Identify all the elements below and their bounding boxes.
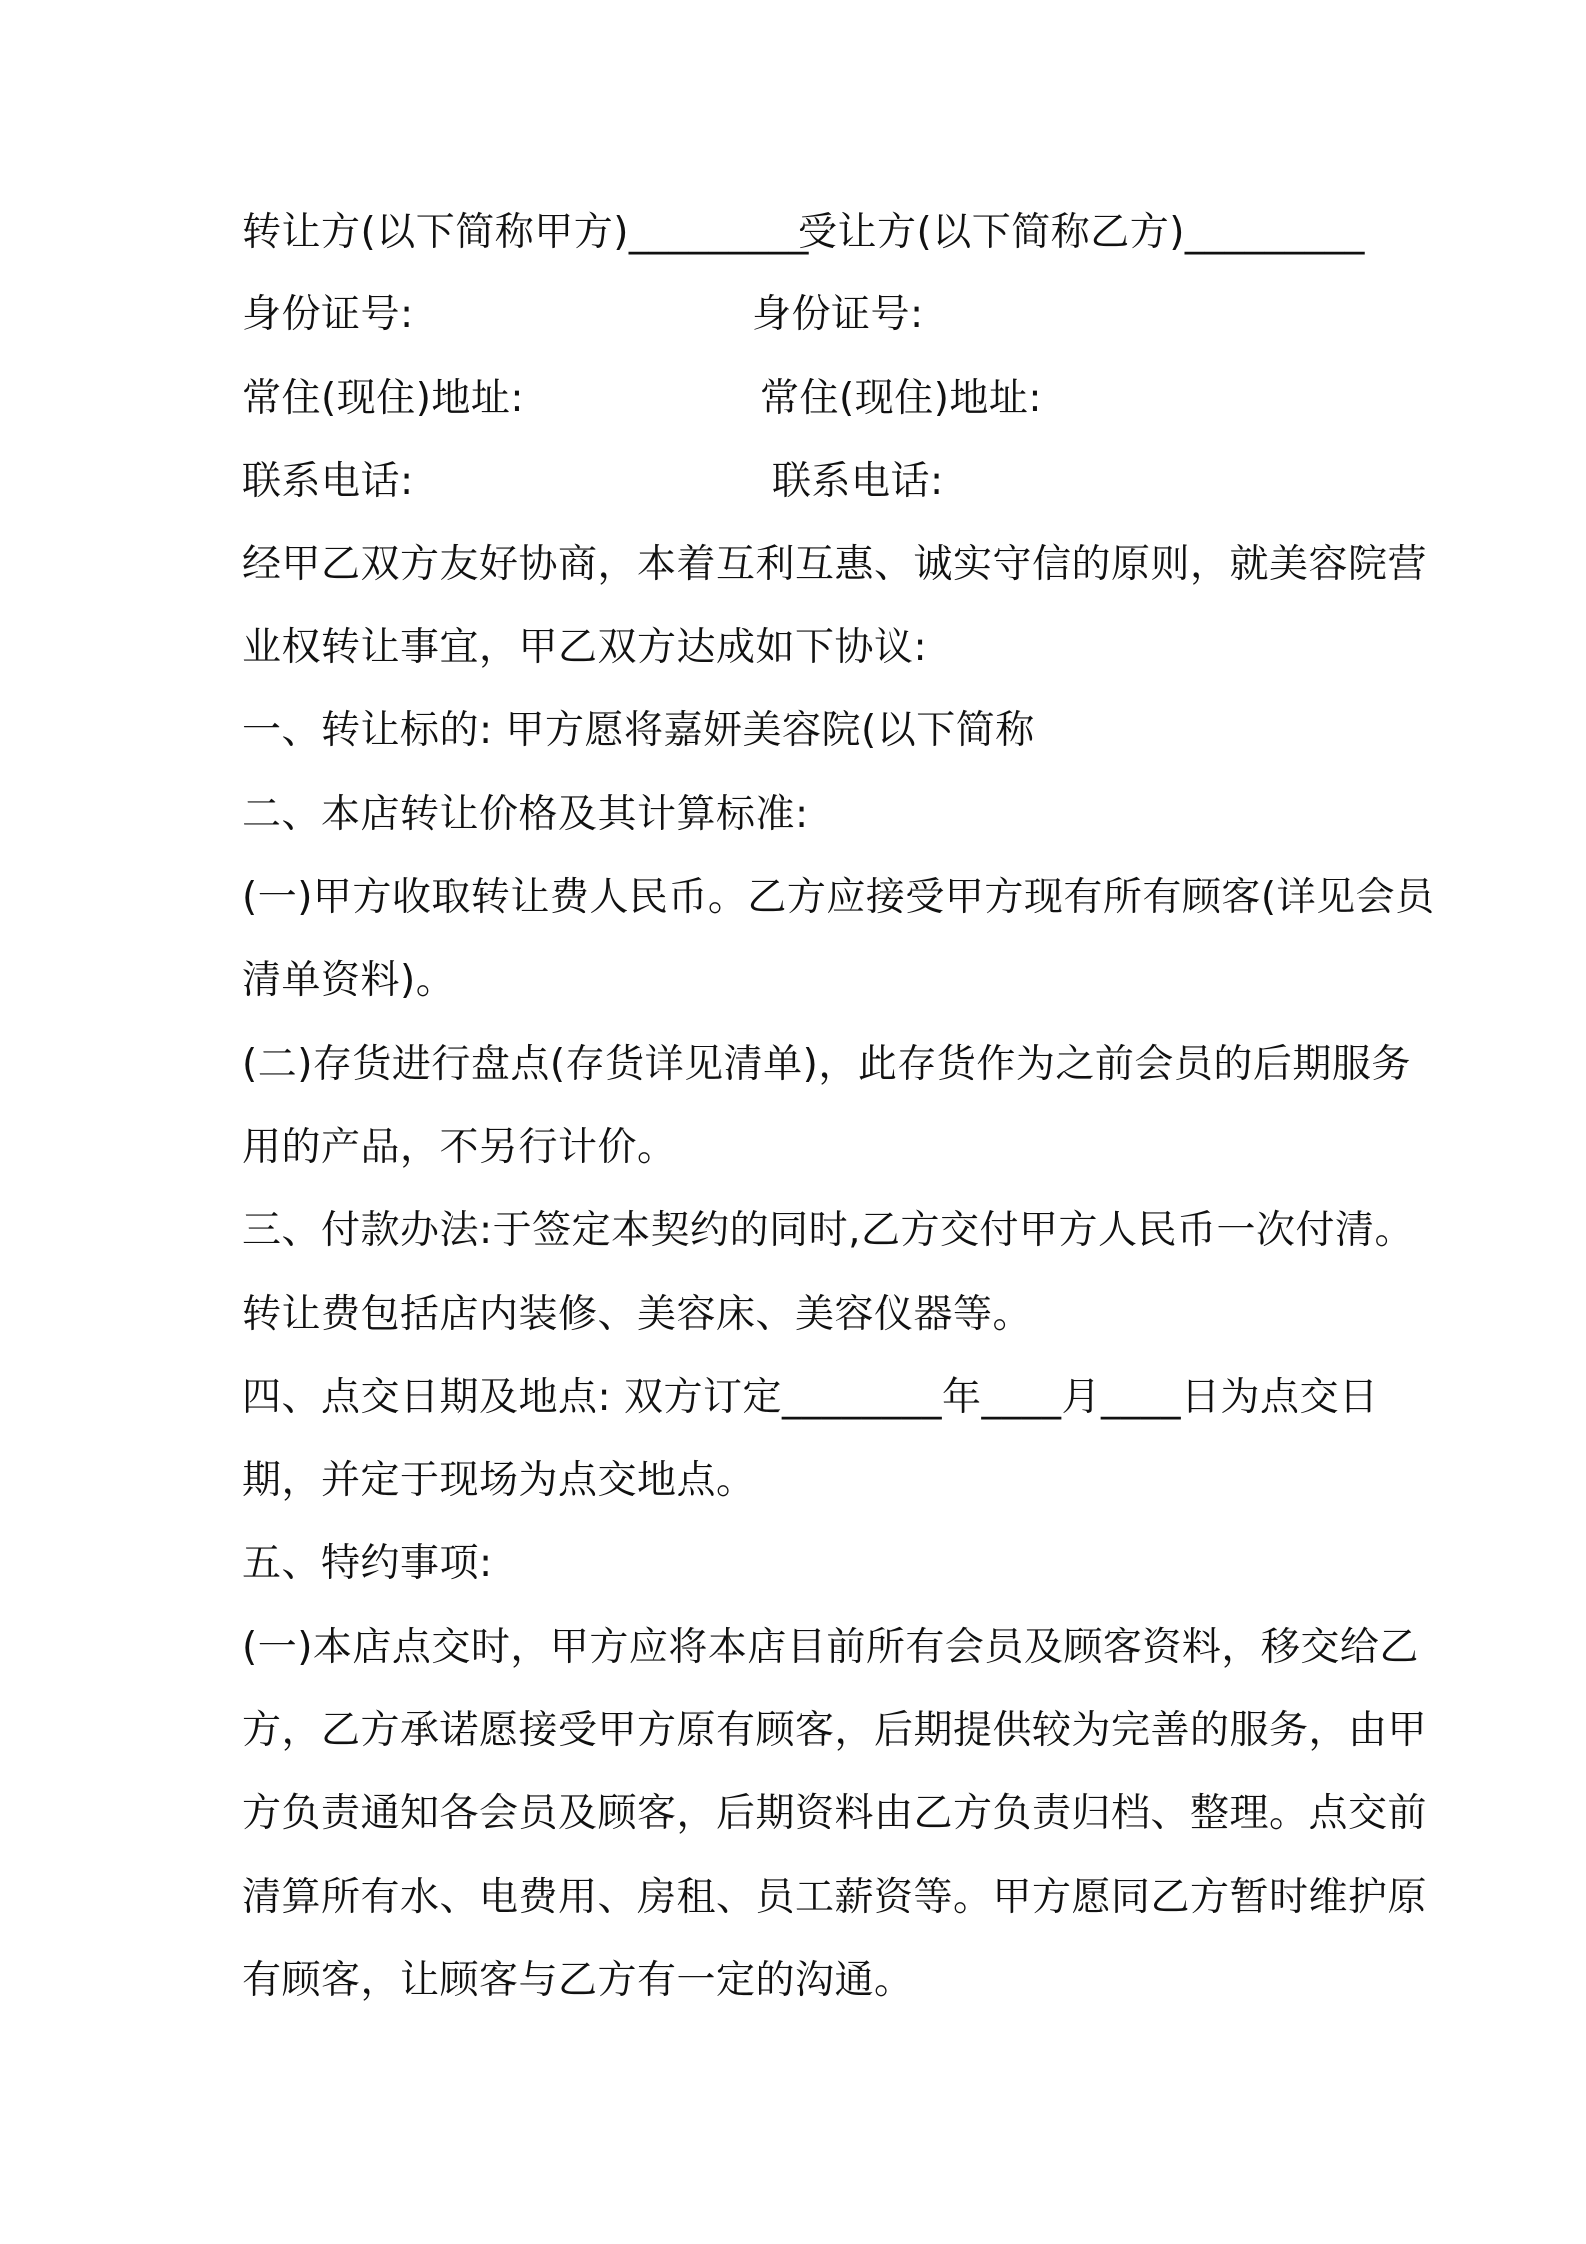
intro-line-1: 经甲乙双方友好协商，本着互利互惠、诚实守信的原则，就美容院营 [242, 542, 1428, 587]
transferor-label: 转让方(以下简称甲方)_________ [242, 210, 809, 255]
address-label-b: 常住(现住)地址: [760, 376, 1043, 421]
clause-3-line-1: 三、付款办法:于签定本契约的同时,乙方交付甲方人民币一次付清。 [242, 1208, 1415, 1253]
clause-5-1-line-5: 有顾客，让顾客与乙方有一定的沟通。 [242, 1958, 914, 2003]
intro-line-2: 业权转让事宜，甲乙双方达成如下协议: [242, 625, 928, 670]
clause-5: 五、特约事项: [242, 1541, 493, 1586]
address-label-a: 常住(现住)地址: [242, 376, 525, 421]
clause-2-1-line-2: 清单资料)。 [242, 958, 456, 1003]
clause-2-2-line-2: 用的产品，不另行计价。 [242, 1125, 677, 1170]
phone-label-b: 联系电话: [772, 459, 944, 504]
clause-3-line-2: 转让费包括店内装修、美容床、美容仪器等。 [242, 1292, 1033, 1337]
clause-5-1-line-3: 方负责通知各会员及顾客，后期资料由乙方负责归档、整理。点交前 [242, 1791, 1428, 1836]
id-label-a: 身份证号: [242, 292, 414, 337]
clause-4-line-1: 四、点交日期及地点: 双方订定________年____月____日为点交日 [242, 1375, 1379, 1420]
transferee-label: 受让方(以下简称乙方)_________ [798, 210, 1365, 255]
clause-2-1-line-1: (一)甲方收取转让费人民币。乙方应接受甲方现有所有顾客(详见会员 [242, 875, 1435, 920]
clause-5-1-line-1: (一)本店点交时，甲方应将本店目前所有会员及顾客资料，移交给乙 [242, 1625, 1419, 1670]
clause-4-line-2: 期，并定于现场为点交地点。 [242, 1458, 756, 1503]
clause-2-2-line-1: (二)存货进行盘点(存货详见清单)，此存货作为之前会员的后期服务 [242, 1042, 1411, 1087]
clause-1: 一、转让标的: 甲方愿将嘉妍美容院(以下简称 [242, 708, 1035, 753]
clause-2: 二、本店转让价格及其计算标准: [242, 792, 809, 837]
phone-label-a: 联系电话: [242, 459, 414, 504]
clause-5-1-line-4: 清算所有水、电费用、房租、员工薪资等。甲方愿同乙方暂时维护原 [242, 1875, 1428, 1920]
id-label-b: 身份证号: [752, 292, 924, 337]
clause-5-1-line-2: 方，乙方承诺愿接受甲方原有顾客，后期提供较为完善的服务，由甲 [242, 1708, 1428, 1753]
